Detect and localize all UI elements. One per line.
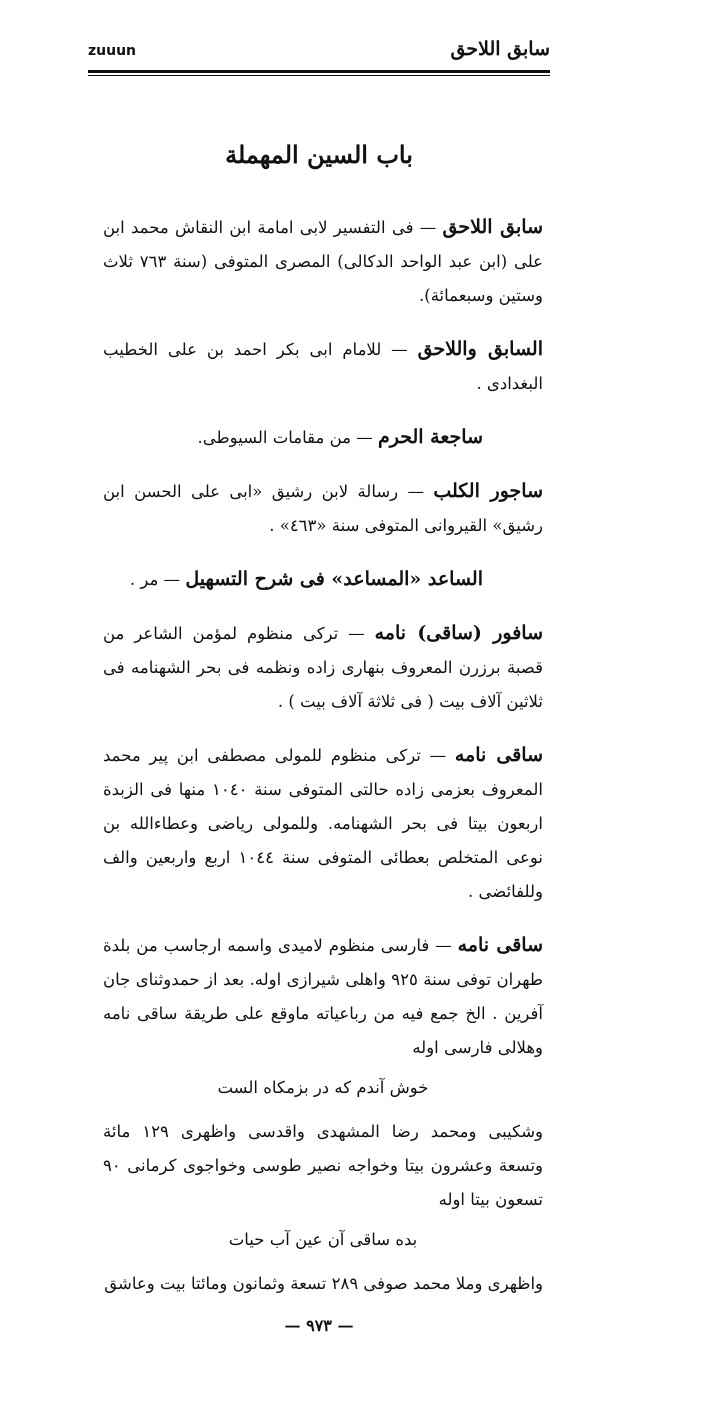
paragraph: واظهرى وملا محمد صوفى ٢٨٩ تسعة وثمانون ومائتا بيت وعاشق <box>104 1274 543 1293</box>
header-title: سابق اللاحق <box>450 38 550 60</box>
header-code: zuuun <box>88 43 137 59</box>
entry-headword: سافور (ساقى) نامه <box>374 622 543 644</box>
entry-headword: ساقى نامه <box>457 934 543 956</box>
entry <box>103 332 543 401</box>
entry <box>103 738 543 909</box>
running-header <box>88 38 550 68</box>
header-rule-thick <box>88 70 550 73</box>
entry <box>103 616 543 719</box>
main-text <box>103 210 543 1320</box>
entry-text: — للامام ابى بكر احمد بن على الخطيب البغدادى . <box>103 340 543 393</box>
entry-text: — رسالة لابن رشيق «ابى على الحسن ابن رشيق» القيروانى المتوفى سنة «٤٦٣» . <box>103 482 543 535</box>
verse-line: خوش آندم كه در بزمكاه الست <box>217 1078 429 1097</box>
entry-headword: ساقى نامه <box>454 744 543 766</box>
entry-text: — تركى منظوم لمؤمن الشاعر من قصبة برزرن المعروف بنهارى زاده ونظمه فى بحر الشهنامه فى ثلاثين آلاف بيت ( فى ثلاثة آلاف بيت ) . <box>103 624 543 711</box>
page-number: — ٩٧٣ — <box>284 1316 354 1335</box>
entry-text: — مر . <box>129 570 181 589</box>
entry-text: — فارسى منظوم لاميدى واسمه ارجاسب من بلدة طهران توفى سنة ٩٢٥ واهلى شيرازى اوله. بعد از حمدوثناى جان آفرين . الخ جمع فيه من رباعياته ماوقع على طريقة ساقى نامه وهلالى فارسى اوله <box>103 936 543 1057</box>
entry <box>103 928 543 1065</box>
entry-headword: سابق اللاحق <box>442 216 543 238</box>
header-rule-thin <box>88 75 550 76</box>
entry-headword: ساجور الكلب <box>433 480 543 502</box>
entry-text: — فى التفسير لابى امامة ابن النقاش محمد ابن على (ابن عبد الواحد الدكالى) المصرى المتوفى (سنة ٧٦٣ ثلاث وستين وسبعمائة). <box>103 218 544 305</box>
paragraph: وشكيبى ومحمد رضا المشهدى واقدسى واظهرى ١٢٩ مائة وتسعة وعشرون بيتا وخواجه نصير طوسى وخواجوى كرمانى ٩٠ تسعون بيتا اوله <box>103 1122 543 1209</box>
entry <box>103 562 543 597</box>
entry <box>103 210 543 313</box>
entry-text: — من مقامات السيوطى. <box>197 428 373 447</box>
entry-headword: ساجعة الحرم <box>377 426 483 448</box>
entry <box>103 420 543 455</box>
entry <box>103 474 543 543</box>
verse-line: بده ساقى آن عين آب حيات <box>228 1230 418 1249</box>
entry-headword: الساعد «المساعد» فى شرح التسهيل <box>185 568 483 590</box>
entry-text: — تركى منظوم للمولى مصطفى ابن پير محمد المعروف بعزمى زاده حالتى المتوفى سنة ١٠٤٠ منها فى الزبدة اربعون بيتا فى بحر الشهنامه. وللمولى رياضى وعطاءالله بن نوعى المتخلص بعطائى المتوفى سنة ١٠٤٤ اربع واربعين والف وللفائضى . <box>103 746 543 901</box>
entry-headword: السابق واللاحق <box>417 338 543 360</box>
chapter-title: باب السين المهملة <box>225 140 413 169</box>
